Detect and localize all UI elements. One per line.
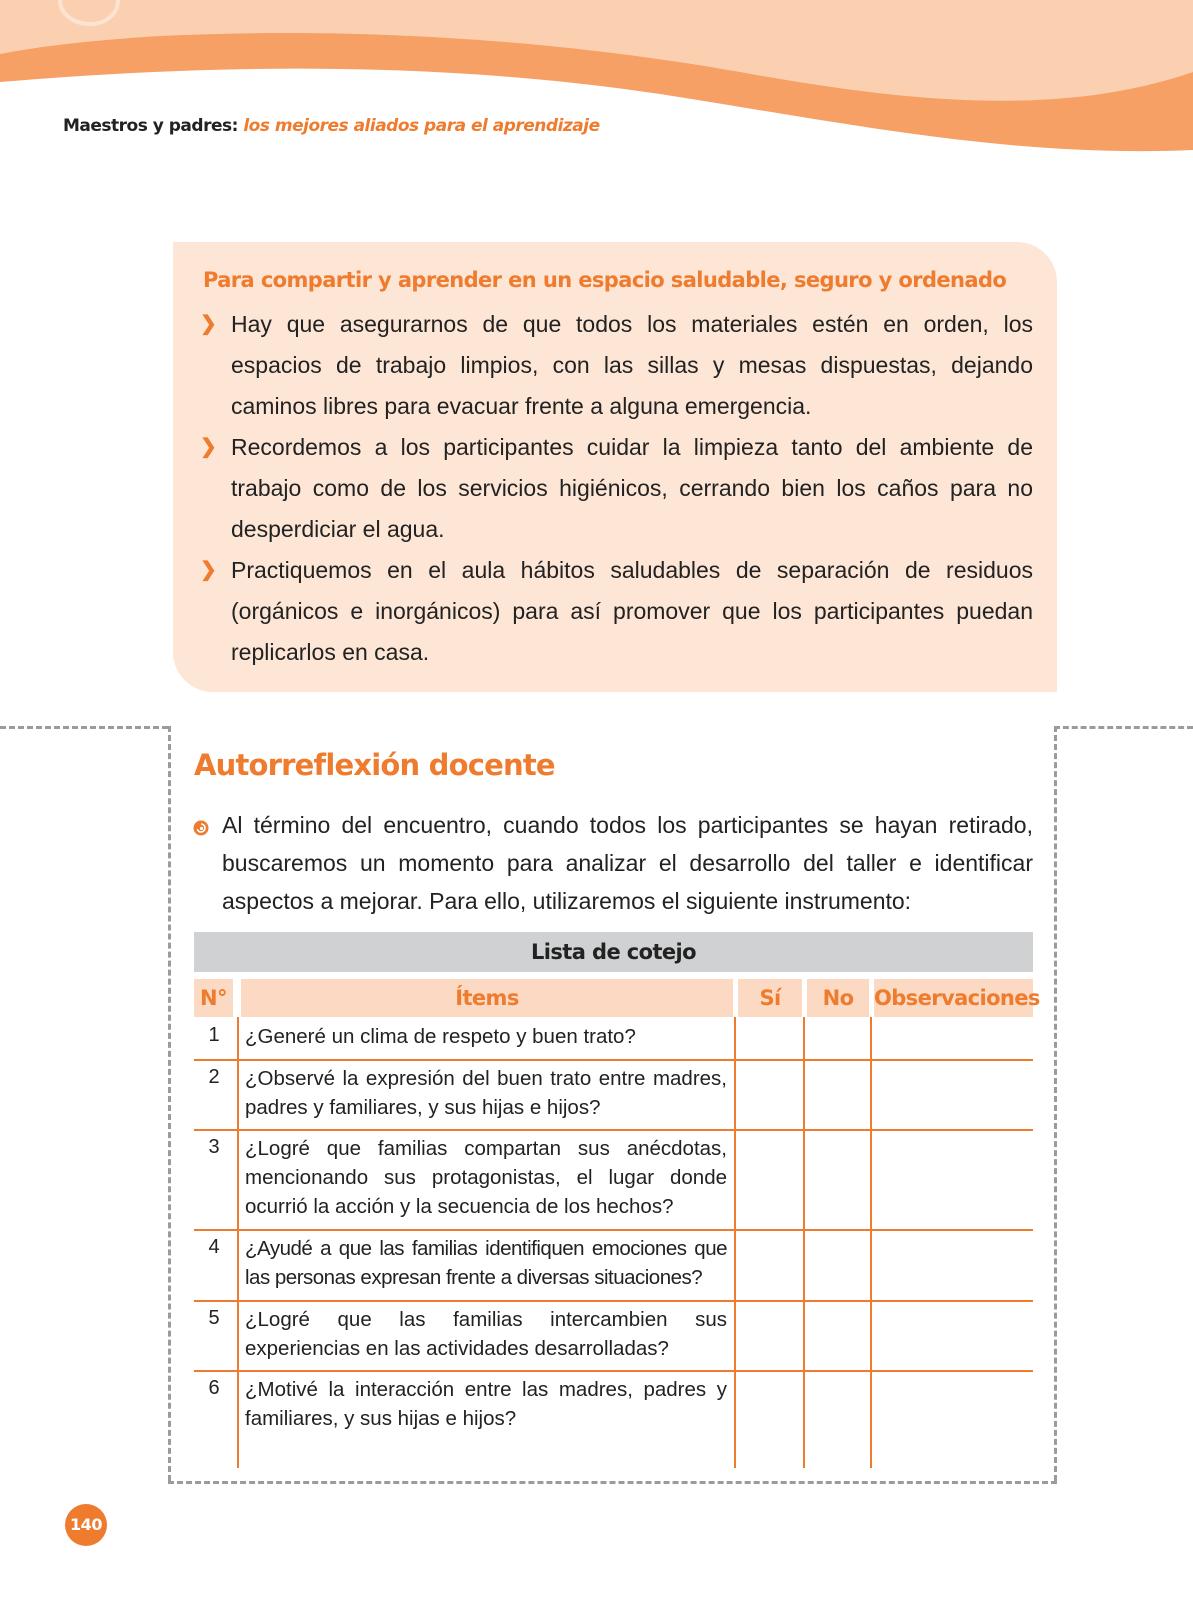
wave-banner: [0, 0, 1193, 160]
col-head-items: Ítems: [241, 979, 733, 1017]
row-item: ¿Motivé la interacción entre las madres, padres y familiares, y sus hijas e hijos?: [245, 1378, 727, 1430]
row-number: 2: [208, 1066, 220, 1088]
table-vline: [734, 1017, 736, 1468]
swirl-bullet-icon: [193, 820, 209, 836]
header-subtitle: los mejores aliados para el aprendizaje: [243, 116, 600, 136]
chevron-right-icon: ❯: [200, 559, 217, 581]
row-number: 4: [208, 1236, 220, 1258]
dashed-frame-right: [1054, 726, 1057, 1481]
table-hline: [194, 1229, 1033, 1231]
table-vline: [870, 1017, 872, 1468]
row-number: 6: [208, 1377, 220, 1399]
dashed-frame-bottom: [168, 1481, 1057, 1484]
row-item: ¿Observé la expresión del buen trato entre madres, padres y familiares, y sus hijas e hijos?: [245, 1067, 727, 1119]
col-head-yes: Sí: [738, 979, 802, 1017]
header-title: Maestros y padres:: [63, 116, 238, 136]
row-item: ¿Generé un clima de respeto y buen trato?: [245, 1025, 636, 1048]
tips-list: [200, 304, 1033, 673]
table-hline: [194, 1300, 1033, 1302]
row-number: 1: [208, 1024, 220, 1046]
table-vline: [803, 1017, 805, 1468]
intro-paragraph: Al término del encuentro, cuando todos los participantes se hayan retirado, buscaremos un momento para analizar el desarrollo del taller e identificar aspectos a mejorar. Para ello, utilizaremos el siguiente instrumento:: [222, 812, 1033, 914]
chevron-right-icon: ❯: [200, 313, 217, 335]
dashed-divider-left: [0, 726, 168, 729]
running-header: [63, 116, 600, 136]
table-hline: [194, 1059, 1033, 1061]
tip-item: [200, 550, 1033, 673]
tip-item: [200, 304, 1033, 427]
row-item: ¿Logré que familias compartan sus anécdotas, mencionando sus protagonistas, el lugar donde ocurrió la acción y la secuencia de los hechos?: [245, 1137, 727, 1218]
col-head-number: N°: [194, 979, 233, 1017]
tip-item: [200, 427, 1033, 550]
dashed-frame-left: [168, 726, 171, 1481]
tip-text: Practiquemos en el aula hábitos saludables de separación de residuos (orgánicos e inorgánicos) para así promover que los participantes puedan replicarlos en casa.: [231, 557, 1033, 665]
table-hline: [194, 1129, 1033, 1131]
col-head-observations: Observaciones: [874, 979, 1033, 1017]
table-hline: [194, 1370, 1033, 1372]
table-vline: [237, 1017, 239, 1468]
row-number: 5: [208, 1307, 220, 1329]
page-number: 140: [65, 1504, 107, 1546]
row-item: ¿Logré que las familias intercambien sus experiencias en las actividades desarrolladas?: [245, 1308, 727, 1360]
dashed-divider-right: [1054, 726, 1193, 729]
row-item: ¿Ayudé a que las familias identifiquen emociones que las personas expresan frente a diversas situaciones?: [245, 1237, 727, 1289]
col-head-no: No: [807, 979, 869, 1017]
tip-text: Hay que asegurarnos de que todos los materiales estén en orden, los espacios de trabajo limpios, con las sillas y mesas dispuestas, dejando caminos libres para evacuar frente a alguna emergencia.: [231, 311, 1033, 419]
chevron-right-icon: ❯: [200, 436, 217, 458]
row-number: 3: [208, 1136, 220, 1158]
checklist-title: Lista de cotejo: [194, 932, 1033, 972]
tip-text: Recordemos a los participantes cuidar la limpieza tanto del ambiente de trabajo como de los servicios higiénicos, cerrando bien los caños para no desperdiciar el agua.: [231, 434, 1033, 542]
tips-title: Para compartir y aprender en un espacio saludable, seguro y ordenado: [203, 268, 1007, 292]
section-title: Autorreflexión docente: [194, 748, 555, 782]
